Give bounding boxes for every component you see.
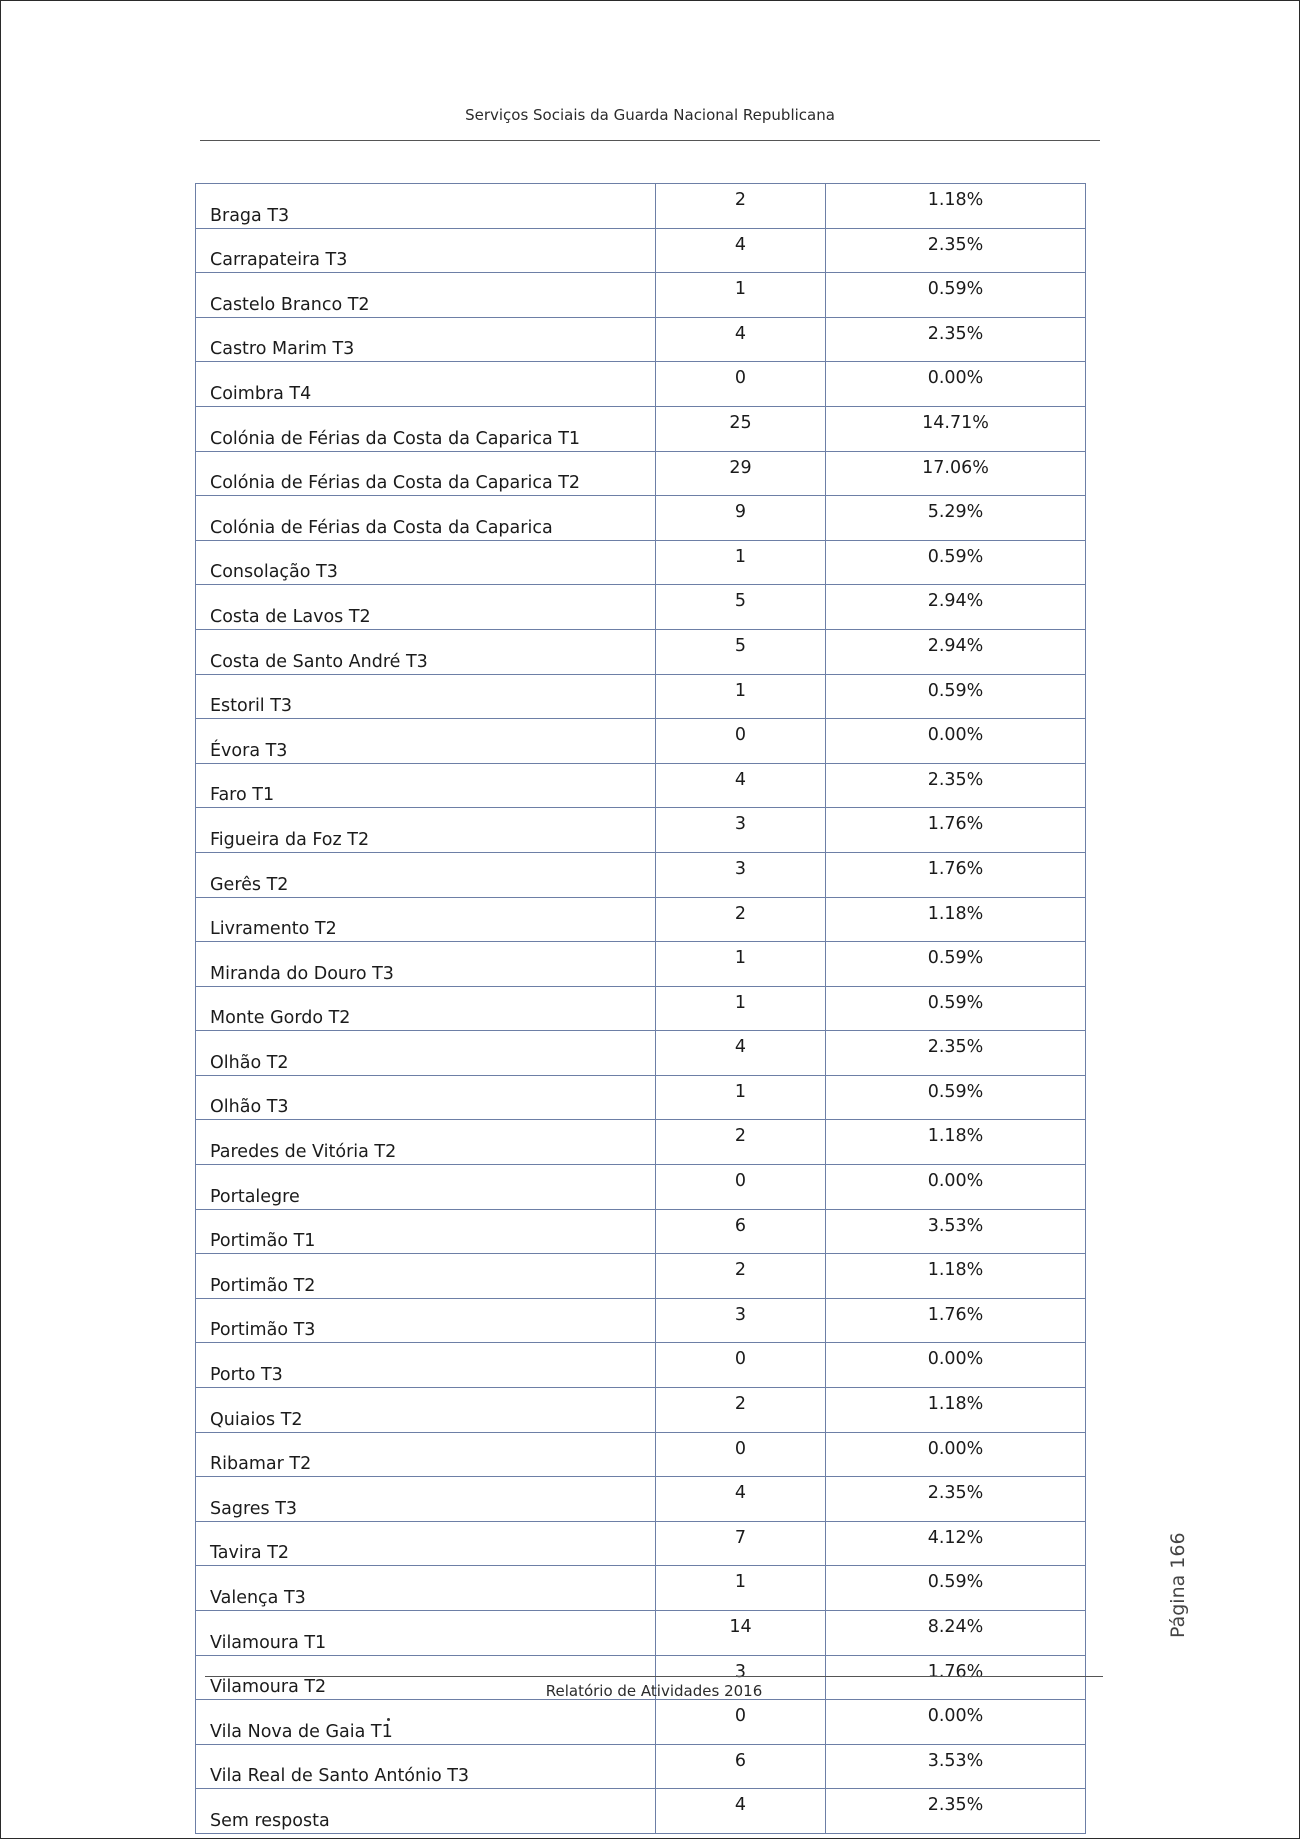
table-row [196,719,1086,764]
table-row [196,1343,1086,1388]
table-row [196,1388,1086,1433]
row-percent-cell: 1.18% [826,1254,1086,1299]
row-name-cell: Porto T3 [196,1343,656,1388]
row-count-cell: 4 [656,763,826,808]
row-count-cell: 5 [656,585,826,630]
table-row [196,852,1086,897]
row-name-cell: Ribamar T2 [196,1432,656,1477]
table-row [196,184,1086,229]
table-row [196,897,1086,942]
row-percent-cell: 0.00% [826,1700,1086,1745]
table-row [196,986,1086,1031]
row-name-cell: Colónia de Férias da Costa da Caparica T1 [196,406,656,451]
row-percent-cell: 0.59% [826,1566,1086,1611]
row-count-cell: 14 [656,1611,826,1656]
table-row [196,1566,1086,1611]
row-count-cell: 1 [656,1075,826,1120]
row-percent-cell: 1.76% [826,1298,1086,1343]
table-row [196,585,1086,630]
row-name-cell: Braga T3 [196,184,656,229]
row-count-cell: 3 [656,852,826,897]
row-percent-cell: 0.59% [826,540,1086,585]
page-header: Serviços Sociais da Guarda Nacional Republicana [465,106,835,124]
row-percent-cell: 2.35% [826,763,1086,808]
table-row [196,674,1086,719]
row-name-cell: Gerês T2 [196,852,656,897]
row-percent-cell: 0.00% [826,719,1086,764]
table-body [196,184,1086,1834]
results-table [195,183,1086,1834]
row-name-cell: Coimbra T4 [196,362,656,407]
scan-speck [387,1718,390,1721]
row-count-cell: 2 [656,897,826,942]
row-name-cell: Vila Nova de Gaia T1 [196,1700,656,1745]
row-percent-cell: 3.53% [826,1209,1086,1254]
table-row [196,763,1086,808]
page-footer: Relatório de Atividades 2016 [545,1682,763,1700]
footer-divider [205,1676,1103,1677]
row-name-cell: Miranda do Douro T3 [196,942,656,987]
row-count-cell: 4 [656,1031,826,1076]
row-count-cell: 29 [656,451,826,496]
row-count-cell: 6 [656,1209,826,1254]
row-count-cell: 4 [656,1477,826,1522]
row-percent-cell: 2.35% [826,317,1086,362]
row-name-cell: Monte Gordo T2 [196,986,656,1031]
row-name-cell: Costa de Lavos T2 [196,585,656,630]
row-count-cell: 2 [656,1254,826,1299]
row-percent-cell: 1.18% [826,1120,1086,1165]
page-number: Página 166 [1167,1532,1189,1638]
table-row [196,1254,1086,1299]
table-row [196,228,1086,273]
row-name-cell: Carrapateira T3 [196,228,656,273]
table-row [196,273,1086,318]
row-count-cell: 0 [656,1343,826,1388]
row-count-cell: 9 [656,496,826,541]
row-name-cell: Vilamoura T2 [196,1655,656,1700]
row-percent-cell: 0.59% [826,986,1086,1031]
row-count-cell: 3 [656,808,826,853]
row-percent-cell: 2.35% [826,228,1086,273]
row-count-cell: 2 [656,1388,826,1433]
row-name-cell: Estoril T3 [196,674,656,719]
table-row [196,1298,1086,1343]
row-name-cell: Tavira T2 [196,1521,656,1566]
header-divider [200,140,1100,141]
row-percent-cell: 1.18% [826,897,1086,942]
table-row [196,1165,1086,1210]
row-percent-cell: 0.00% [826,1165,1086,1210]
row-name-cell: Portimão T3 [196,1298,656,1343]
row-percent-cell: 14.71% [826,406,1086,451]
table-row [196,1477,1086,1522]
row-count-cell: 0 [656,362,826,407]
table-row [196,362,1086,407]
row-name-cell: Vilamoura T1 [196,1611,656,1656]
row-percent-cell: 2.35% [826,1477,1086,1522]
row-percent-cell: 0.59% [826,273,1086,318]
row-count-cell: 1 [656,674,826,719]
row-percent-cell: 0.00% [826,1432,1086,1477]
row-name-cell: Colónia de Férias da Costa da Caparica T2 [196,451,656,496]
row-name-cell: Castro Marim T3 [196,317,656,362]
row-percent-cell: 0.59% [826,674,1086,719]
row-name-cell: Portimão T2 [196,1254,656,1299]
row-count-cell: 6 [656,1744,826,1789]
row-percent-cell: 17.06% [826,451,1086,496]
row-count-cell: 3 [656,1655,826,1700]
row-name-cell: Sem resposta [196,1789,656,1834]
table-row [196,1700,1086,1745]
row-count-cell: 1 [656,942,826,987]
row-count-cell: 0 [656,719,826,764]
table-row [196,540,1086,585]
row-percent-cell: 0.00% [826,362,1086,407]
row-percent-cell: 8.24% [826,1611,1086,1656]
table-row [196,496,1086,541]
row-name-cell: Faro T1 [196,763,656,808]
row-percent-cell: 1.76% [826,1655,1086,1700]
row-percent-cell: 0.59% [826,942,1086,987]
row-percent-cell: 2.94% [826,585,1086,630]
row-count-cell: 0 [656,1700,826,1745]
row-name-cell: Vila Real de Santo António T3 [196,1744,656,1789]
row-name-cell: Évora T3 [196,719,656,764]
table-row [196,317,1086,362]
row-count-cell: 4 [656,317,826,362]
table-row [196,629,1086,674]
row-name-cell: Olhão T2 [196,1031,656,1076]
row-name-cell: Portimão T1 [196,1209,656,1254]
row-count-cell: 3 [656,1298,826,1343]
row-name-cell: Quiaios T2 [196,1388,656,1433]
table-row [196,1075,1086,1120]
table-row [196,1031,1086,1076]
table-row [196,1120,1086,1165]
row-name-cell: Consolação T3 [196,540,656,585]
table-row [196,1209,1086,1254]
row-count-cell: 1 [656,273,826,318]
row-count-cell: 1 [656,540,826,585]
row-count-cell: 4 [656,1789,826,1834]
row-count-cell: 5 [656,629,826,674]
table-row [196,1611,1086,1656]
row-count-cell: 0 [656,1165,826,1210]
row-percent-cell: 5.29% [826,496,1086,541]
table-row [196,451,1086,496]
row-name-cell: Costa de Santo André T3 [196,629,656,674]
row-name-cell: Olhão T3 [196,1075,656,1120]
row-name-cell: Livramento T2 [196,897,656,942]
row-count-cell: 2 [656,1120,826,1165]
table-row [196,406,1086,451]
row-percent-cell: 2.35% [826,1031,1086,1076]
row-percent-cell: 1.76% [826,852,1086,897]
row-count-cell: 4 [656,228,826,273]
row-percent-cell: 1.18% [826,1388,1086,1433]
row-name-cell: Portalegre [196,1165,656,1210]
row-percent-cell: 4.12% [826,1521,1086,1566]
row-percent-cell: 0.00% [826,1343,1086,1388]
row-count-cell: 0 [656,1432,826,1477]
row-name-cell: Figueira da Foz T2 [196,808,656,853]
table-row [196,808,1086,853]
row-name-cell: Sagres T3 [196,1477,656,1522]
row-count-cell: 7 [656,1521,826,1566]
row-name-cell: Valença T3 [196,1566,656,1611]
table-row [196,1521,1086,1566]
row-count-cell: 1 [656,1566,826,1611]
row-percent-cell: 1.76% [826,808,1086,853]
row-percent-cell: 3.53% [826,1744,1086,1789]
row-count-cell: 1 [656,986,826,1031]
row-name-cell: Paredes de Vitória T2 [196,1120,656,1165]
row-count-cell: 25 [656,406,826,451]
row-percent-cell: 1.18% [826,184,1086,229]
row-count-cell: 2 [656,184,826,229]
row-percent-cell: 2.35% [826,1789,1086,1834]
row-percent-cell: 0.59% [826,1075,1086,1120]
table-row [196,1789,1086,1834]
row-name-cell: Castelo Branco T2 [196,273,656,318]
table-row [196,1432,1086,1477]
row-name-cell: Colónia de Férias da Costa da Caparica [196,496,656,541]
table-row [196,1744,1086,1789]
table-row [196,942,1086,987]
row-percent-cell: 2.94% [826,629,1086,674]
